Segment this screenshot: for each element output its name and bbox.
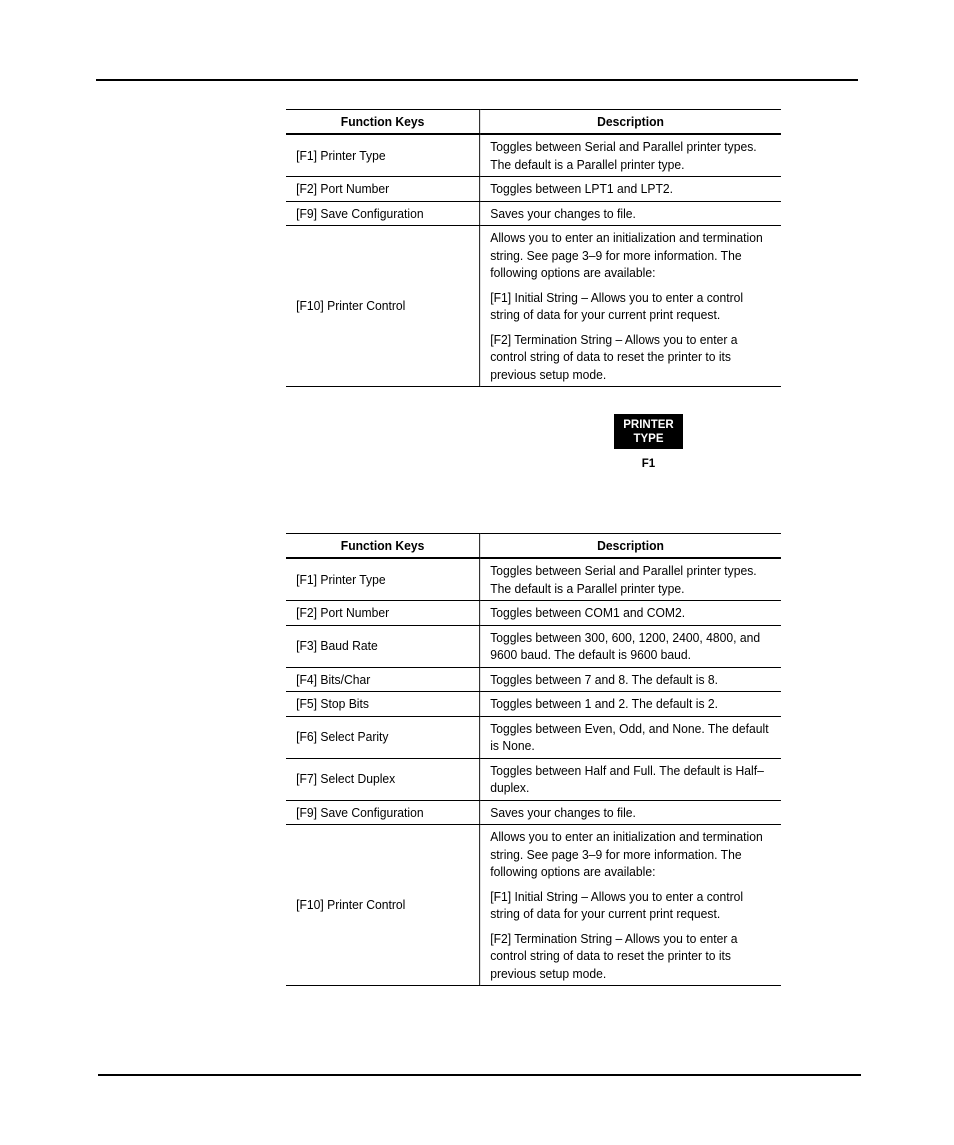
- table-row: [286, 177, 781, 202]
- description-paragraph: [F1] Initial String – Allows you to enter a control string of data for your current print request.: [490, 289, 744, 322]
- description-paragraph: Toggles between Serial and Parallel printer types. The default is a Parallel printer type.: [490, 139, 757, 172]
- function-keys-table-parallel: [286, 109, 781, 387]
- function-key-cell: [F10] Printer Control: [286, 825, 480, 986]
- description-cell: [480, 716, 781, 758]
- table-row: [286, 601, 781, 626]
- description-paragraph: Toggles between Serial and Parallel printer types. The default is a Parallel printer type.: [490, 563, 757, 596]
- table-row: [286, 825, 781, 986]
- footer-rule: [98, 1074, 861, 1076]
- function-key-cell: [F4] Bits/Char: [286, 667, 480, 692]
- description-cell: [480, 825, 781, 986]
- description-cell: [480, 758, 781, 800]
- table-body: [286, 134, 781, 387]
- table-row: [286, 692, 781, 717]
- function-keys-table-serial: [286, 533, 781, 986]
- table-row: [286, 800, 781, 825]
- description-cell: [480, 625, 781, 667]
- printer-type-key-icon: [614, 414, 683, 449]
- description-cell: [480, 134, 781, 177]
- description-cell: [480, 558, 781, 601]
- description-cell: [480, 177, 781, 202]
- function-key-cell: [F9] Save Configuration: [286, 800, 480, 825]
- function-key-cell: [F2] Port Number: [286, 601, 480, 626]
- description-cell: [480, 800, 781, 825]
- keycap-line-2: TYPE: [633, 432, 664, 445]
- description-cell: [480, 601, 781, 626]
- function-key-cell: [F10] Printer Control: [286, 226, 480, 387]
- column-header-description: Description: [480, 110, 781, 135]
- description-paragraph: Toggles between 7 and 8. The default is 8.: [490, 671, 718, 687]
- keycap-function-key-label: F1: [641, 458, 656, 470]
- description-paragraph: Allows you to enter an initialization and termination string. See page 3–9 for more information. The following options are available:: [490, 230, 763, 280]
- description-paragraph: Toggles between COM1 and COM2.: [490, 605, 686, 620]
- header-rule: [96, 79, 858, 81]
- description-cell: [480, 667, 781, 692]
- description-paragraph: Toggles between Even, Odd, and None. The default is None.: [490, 720, 769, 753]
- description-paragraph: Saves your changes to file.: [490, 804, 636, 820]
- function-key-cell: [F9] Save Configuration: [286, 201, 480, 226]
- table-row: [286, 716, 781, 758]
- description-paragraph: [F2] Termination String – Allows you to enter a control string of data to reset the printer to its previous setup mode.: [490, 930, 738, 981]
- table-body: [286, 558, 781, 986]
- description-cell: [480, 692, 781, 717]
- description-paragraph: Toggles between 1 and 2. The default is 2.: [490, 696, 718, 711]
- description-paragraph: Allows you to enter an initialization and termination string. See page 3–9 for more information. The following options are available:: [490, 829, 763, 879]
- table-row: [286, 667, 781, 692]
- function-key-cell: [F1] Printer Type: [286, 558, 480, 601]
- description-paragraph: Saves your changes to file.: [490, 205, 636, 221]
- table-header-row: [286, 110, 781, 135]
- table-row: [286, 201, 781, 226]
- table-row: [286, 558, 781, 601]
- description-cell: [480, 226, 781, 387]
- description-paragraph: [F1] Initial String – Allows you to enter a control string of data for your current print request.: [490, 888, 744, 921]
- column-header-function-keys: Function Keys: [286, 110, 480, 135]
- table-header-row: [286, 534, 781, 559]
- function-key-cell: [F3] Baud Rate: [286, 625, 480, 667]
- column-header-description: Description: [480, 534, 781, 559]
- table-row: [286, 226, 781, 387]
- description-cell: [480, 201, 781, 226]
- function-key-cell: [F1] Printer Type: [286, 134, 480, 177]
- description-paragraph: Toggles between LPT1 and LPT2.: [490, 181, 674, 196]
- table-row: [286, 758, 781, 800]
- function-key-cell: [F2] Port Number: [286, 177, 480, 202]
- function-key-cell: [F6] Select Parity: [286, 716, 480, 758]
- table-row: [286, 134, 781, 177]
- column-header-function-keys: Function Keys: [286, 534, 480, 559]
- function-key-cell: [F5] Stop Bits: [286, 692, 480, 717]
- keycap-line-1: PRINTER: [623, 418, 674, 431]
- description-paragraph: Toggles between 300, 600, 1200, 2400, 4800, and 9600 baud. The default is 9600 baud.: [490, 629, 761, 662]
- description-paragraph: [F2] Termination String – Allows you to enter a control string of data to reset the printer to its previous setup mode.: [490, 331, 738, 382]
- table-row: [286, 625, 781, 667]
- function-key-cell: [F7] Select Duplex: [286, 758, 480, 800]
- description-paragraph: Toggles between Half and Full. The default is Half–duplex.: [490, 762, 764, 795]
